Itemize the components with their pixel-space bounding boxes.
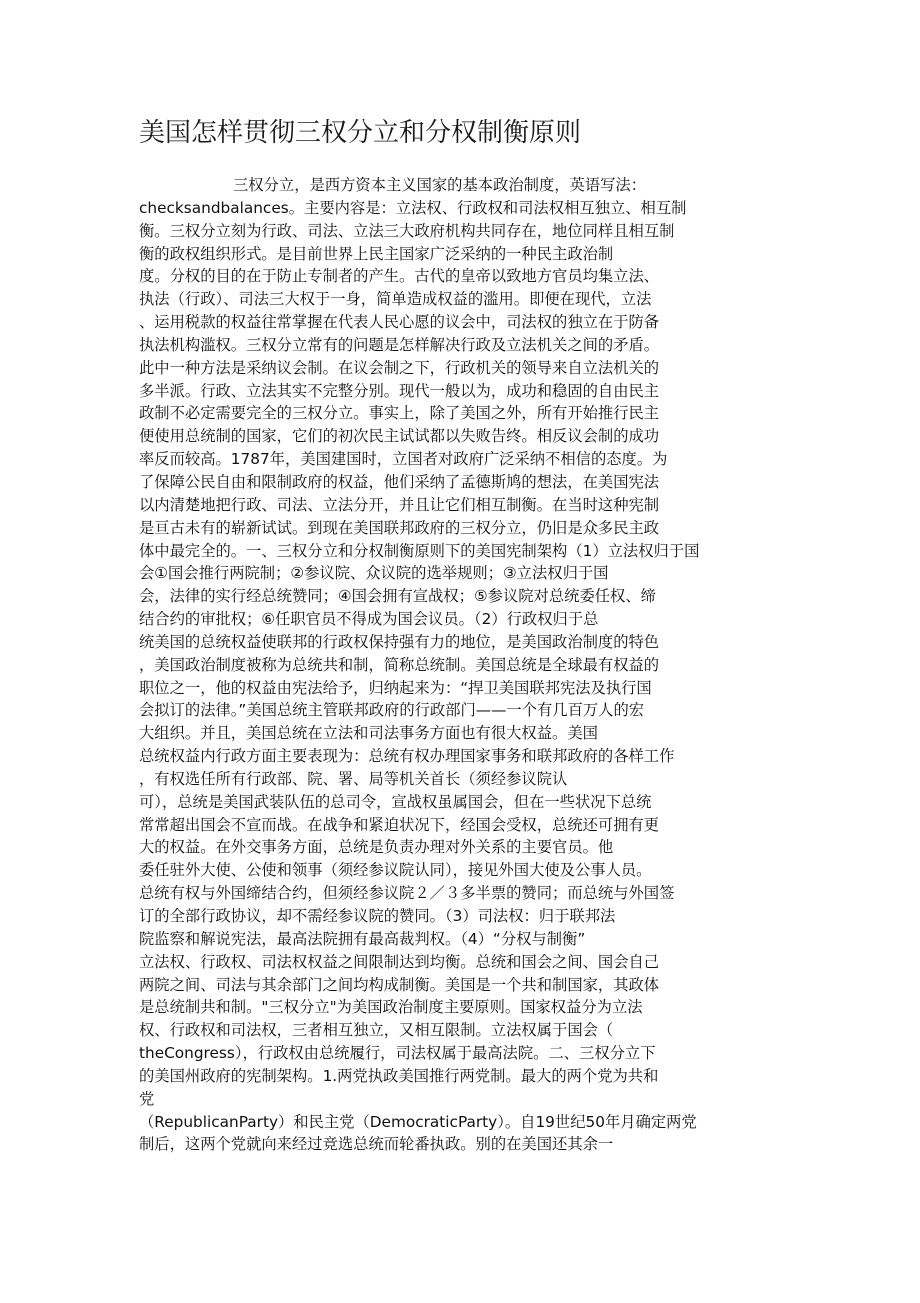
body-line: 政制不必定需要完全的三权分立。事实上，除了美国之外，所有开始推行民主 <box>139 404 660 423</box>
body-line: 度。分权的目的在于防止专制者的产生。古代的皇帝以致地方官员均集立法、 <box>139 267 660 286</box>
body-line: ，美国政治制度被称为总统共和制，简称总统制。美国总统是全球最有权益的 <box>139 655 660 674</box>
body-line: 、运用税款的权益往常掌握在代表人民心愿的议会中，司法权的独立在于防备 <box>139 313 660 332</box>
body-line: 结合约的审批权；⑥任职官员不得成为国会议员。（2）行政权归于总 <box>139 610 599 629</box>
body-line: 会①国会推行两院制；②参议院、众议院的选举规则；③立法权归于国 <box>139 564 609 583</box>
body-line: 常常超出国会不宣而战。在战争和紧迫状况下，经国会受权，总统还可拥有更 <box>139 815 660 834</box>
body-line: 会拟订的法律。”美国总统主管联邦政府的行政部门——一个有几百万人的宏 <box>139 701 645 720</box>
body-line: 党 <box>139 1089 155 1108</box>
body-line: 的美国州政府的宪制架构。1.两党执政美国推行两党制。最大的两个党为共和 <box>139 1066 659 1085</box>
body-line: 大组织。并且，美国总统在立法和司法事务方面也有很大权益。美国 <box>139 724 598 743</box>
body-line: 是总统制共和制。"三权分立"为美国政治制度主要原则。国家权益分为立法 <box>139 998 643 1017</box>
body-line: theCongress），行政权由总统履行，司法权属于最高法院。二、三权分立下 <box>139 1044 656 1063</box>
body-line: 率反而较高。1787年，美国建国时，立国者对政府广泛采纳不相信的态度。为 <box>139 450 668 469</box>
body-line: 可），总统是美国武装队伍的总司令，宣战权虽属国会，但在一些状况下总统 <box>139 792 652 811</box>
body-line: 大的权益。在外交事务方面，总统是负责办理对外关系的主要官员。他 <box>139 838 614 857</box>
body-line: checksandbalances。主要内容是：立法权、行政权和司法权相互独立、相互制 <box>139 198 687 217</box>
body-line: 立法权、行政权、司法权权益之间限制达到均衡。总统和国会之间、国会自己 <box>139 952 660 971</box>
body-line: 是亘古未有的崭新试试。到现在美国联邦政府的三权分立，仍旧是众多民主政 <box>139 518 660 537</box>
body-line: 统美国的总统权益使联邦的行政权保持强有力的地位，是美国政治制度的特色 <box>139 632 660 651</box>
body-line: 执法（行政）、司法三大权于一身，简单造成权益的滥用。即便在现代，立法 <box>139 290 652 309</box>
body-line: 以内清楚地把行政、司法、立法分开，并且让它们相互制衡。在当时这种宪制 <box>139 495 660 514</box>
body-line: 衡。三权分立刻为行政、司法、立法三大政府机构共同存在，地位同样且相互制 <box>139 221 675 240</box>
body-line: 便使用总统制的国家，它们的初次民主试试都以失败告终。相反议会制的成功 <box>139 427 660 446</box>
body-line: 此中一种方法是采纳议会制。在议会制之下，行政机关的领导来自立法机关的 <box>139 358 660 377</box>
body-line: 两院之间、司法与其余部门之间均构成制衡。美国是一个共和制国家，其政体 <box>139 975 660 994</box>
body-line: 衡的政权组织形式。是目前世界上民主国家广泛采纳的一种民主政治制 <box>139 244 614 263</box>
body-line: 权、行政权和司法权，三者相互独立，又相互限制。立法权属于国会（ <box>139 1021 614 1040</box>
body-line: 了保障公民自由和限制政府的权益，他们采纳了孟德斯鸠的想法，在美国宪法 <box>139 472 660 491</box>
body-line: 总统有权与外国缔结合约，但须经参议院２／３多半票的赞同；而总统与外国签 <box>139 884 675 903</box>
body-line: 总统权益内行政方面主要表现为：总统有权办理国家事务和联邦政府的各样工作 <box>139 747 675 766</box>
body-line: 会，法律的实行经总统赞同；④国会拥有宣战权；⑤参议院对总统委任权、缔 <box>139 587 656 606</box>
body-line: 执法机构滥权。三权分立常有的问题是怎样解决行政及立法机关之间的矛盾。 <box>139 335 660 354</box>
body-line: ，有权选任所有行政部、院、署、局等机关首长（须经参议院认 <box>139 769 568 788</box>
body-line: 职位之一，他的权益由宪法给予，归纳起来为：“捍卫美国联邦宪法及执行国 <box>139 678 652 697</box>
document-title: 美国怎样贯彻三权分立和分权制衡原则 <box>139 118 582 148</box>
body-line: 院监察和解说宪法，最高法院拥有最高裁判权。（4）“分权与制衡” <box>139 929 586 948</box>
body-line: 三权分立，是西方资本主义国家的基本政治制度，英语写法： <box>233 176 647 194</box>
body-line: 多半派。行政、立法其实不完整分别。现代一般以为，成功和稳固的自由民主 <box>139 381 660 400</box>
document-body <box>139 174 759 1156</box>
body-line: 委任驻外大使、公使和领事（须经参议院认同），接见外国大使及公事人员。 <box>139 861 652 880</box>
body-line: （RepublicanParty）和民主党（DemocraticParty）。自19世纪50年月确定两党 <box>139 1112 697 1131</box>
body-line: 体中最完全的。一、三权分立和分权制衡原则下的美国宪制架构（1）立法权归于国 <box>139 541 700 560</box>
body-line: 制后，这两个党就向来经过竞选总统而轮番执政。别的在美国还其余一 <box>139 1135 614 1154</box>
body-line: 订的全部行政协议，却不需经参议院的赞同。（3）司法权：归于联邦法 <box>139 907 616 925</box>
